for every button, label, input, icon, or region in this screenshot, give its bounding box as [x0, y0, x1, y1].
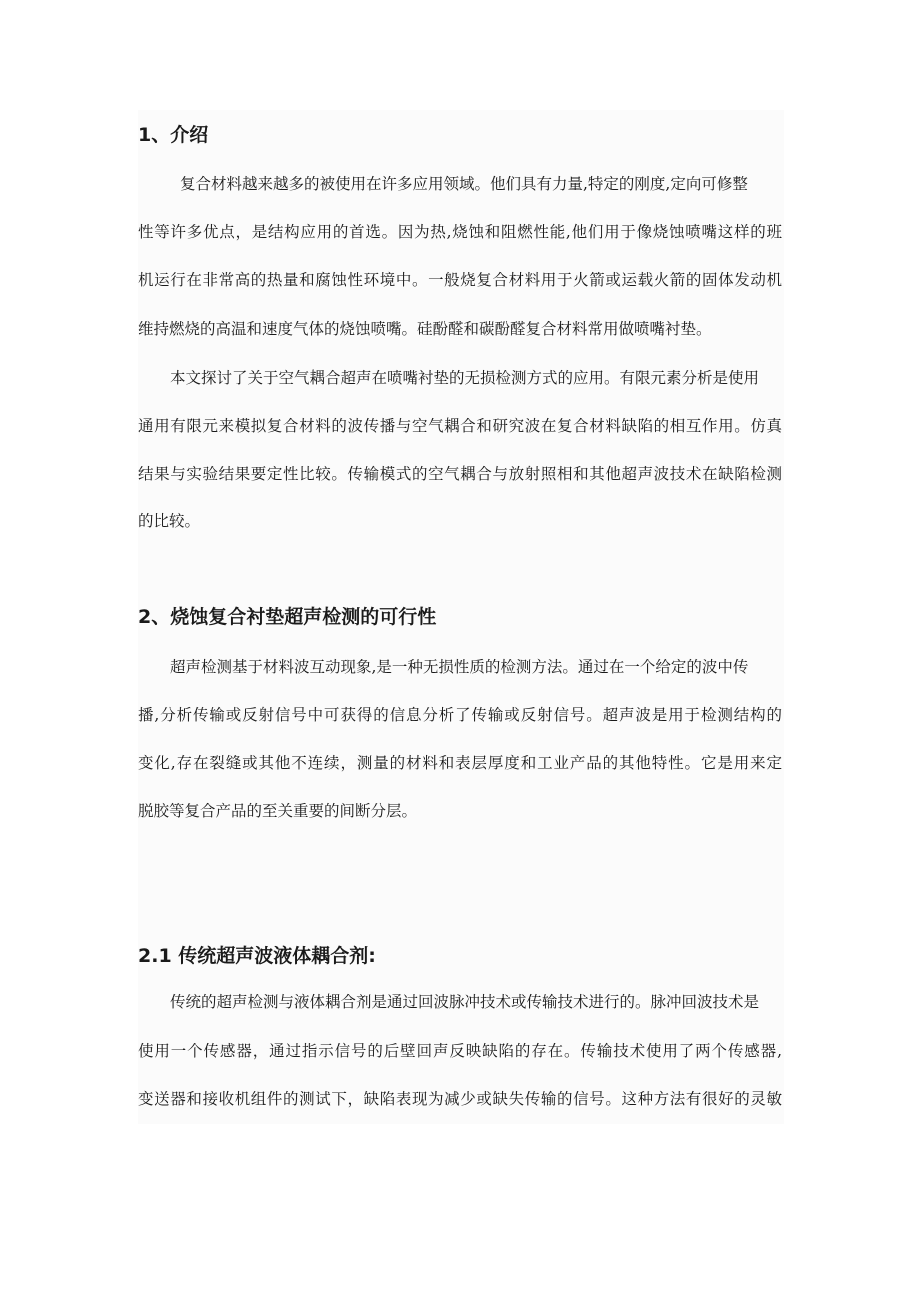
paragraph-line: 变化,存在裂缝或其他不连续，测量的材料和表层厚度和工业产品的其他特性。它是用来定: [138, 754, 782, 772]
paragraph-line: 本文探讨了关于空气耦合超声在喷嘴衬垫的无损检测方式的应用。有限元素分析是使用: [170, 369, 760, 387]
paragraph-line: 传统的超声检测与液体耦合剂是通过回波脉冲技术或传输技术进行的。脉冲回波技术是: [170, 993, 760, 1011]
paragraph-line: 机运行在非常高的热量和腐蚀性环境中。一般烧复合材料用于火箭或运载火箭的固体发动机: [138, 271, 782, 289]
section-heading-traditional-ultrasonic: 2.1 传统超声波液体耦合剂:: [138, 945, 376, 967]
paragraph-line: 维持燃烧的高温和速度气体的烧蚀喷嘴。硅酚醛和碳酚醛复合材料常用做喷嘴衬垫。: [138, 320, 712, 338]
section-heading-introduction: 1、介绍: [138, 124, 209, 146]
paragraph-line: 使用一个传感器，通过指示信号的后壁回声反映缺陷的存在。传输技术使用了两个传感器,: [138, 1042, 782, 1060]
paragraph-line: 变送器和接收机组件的测试下，缺陷表现为减少或缺失传输的信号。这种方法有很好的灵敏: [138, 1090, 782, 1108]
section-heading-feasibility: 2、烧蚀复合衬垫超声检测的可行性: [138, 606, 437, 628]
paragraph-line: 复合材料越来越多的被使用在许多应用领域。他们具有力量,特定的刚度,定向可修整: [180, 175, 748, 193]
paragraph-line: 脱胶等复合产品的至关重要的间断分层。: [138, 802, 418, 820]
paragraph-line: 结果与实验结果要定性比较。传输模式的空气耦合与放射照相和其他超声波技术在缺陷检测: [138, 465, 782, 483]
paragraph-line: 超声检测基于材料波互动现象,是一种无损性质的检测方法。通过在一个给定的波中传: [170, 658, 749, 676]
paragraph-line: 的比较。: [138, 512, 201, 530]
paragraph-line: 通用有限元来模拟复合材料的波传播与空气耦合和研究波在复合材料缺陷的相互作用。仿真: [138, 417, 782, 435]
paragraph-line: 性等许多优点，是结构应用的首选。因为热,烧蚀和阻燃性能,他们用于像烧蚀喷嘴这样的班: [138, 223, 782, 241]
paragraph-line: 播,分析传输或反射信号中可获得的信息分析了传输或反射信号。超声波是用于检测结构的: [138, 706, 782, 724]
